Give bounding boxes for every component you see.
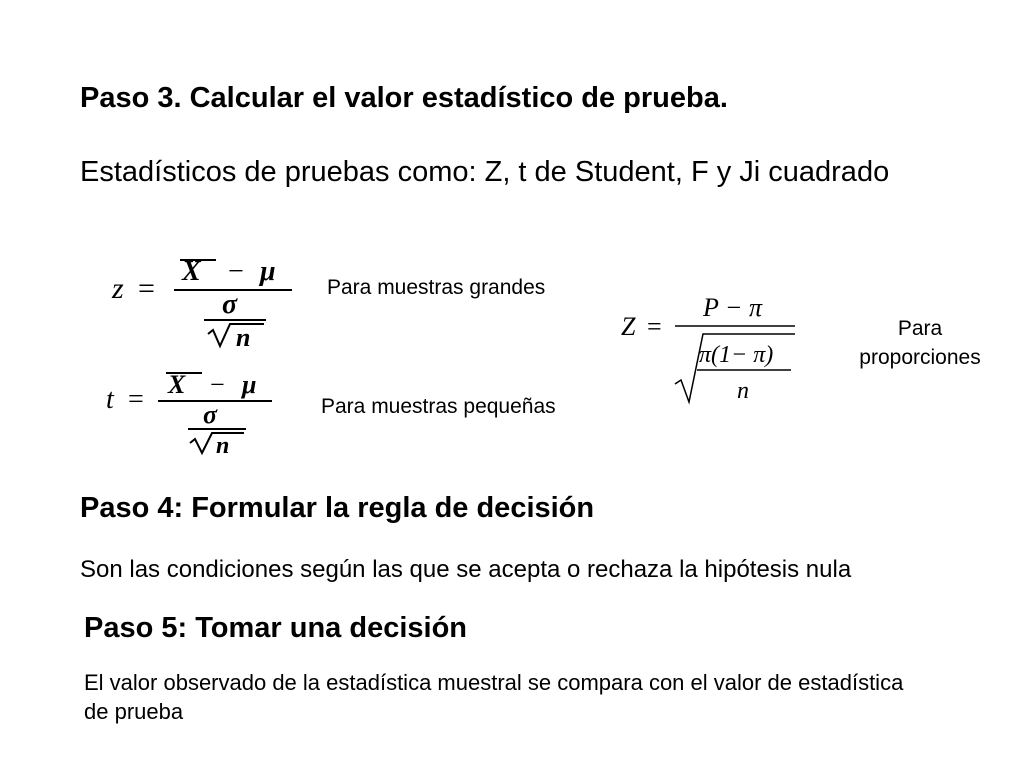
- inner-denominator-n: n: [737, 378, 749, 404]
- mu-symbol: μ: [260, 256, 276, 287]
- numerator-p-minus-pi: P − π: [703, 293, 762, 322]
- z-formula-proportions: [615, 290, 805, 410]
- z-formula-large-samples: [100, 250, 300, 355]
- t-formula-small-samples: [100, 365, 300, 460]
- z-symbol: Z: [621, 312, 636, 341]
- inner-numerator: π(1− π): [699, 342, 774, 368]
- label-small-samples: Para muestras pequeñas: [321, 395, 556, 418]
- n-symbol: n: [216, 433, 230, 459]
- label-large-samples: Para muestras grandes: [327, 276, 546, 299]
- xbar-symbol: X: [182, 256, 201, 287]
- equals-sign: =: [138, 272, 155, 305]
- equals-sign: =: [647, 312, 662, 341]
- n-symbol: n: [236, 323, 251, 352]
- step4-title: Paso 4: Formular la regla de decisión: [80, 492, 595, 524]
- step3-subtitle: Estadísticos de pruebas como: Z, t de Student, F y Ji cuadrado: [80, 156, 890, 188]
- label-proportions-line2: proporciones: [859, 346, 981, 369]
- step5-text: El valor observado de la estadística muestral se compara con el valor de estadística de prueba: [84, 670, 904, 724]
- step5-title: Paso 5: Tomar una decisión: [84, 612, 468, 644]
- z-symbol: z: [112, 272, 124, 305]
- step3-title: Paso 3. Calcular el valor estadístico de prueba.: [80, 82, 728, 114]
- t-symbol: t: [106, 384, 114, 415]
- label-proportions-line1: Para: [897, 317, 943, 340]
- minus-sign: −: [228, 256, 244, 287]
- sigma-symbol: σ: [222, 289, 238, 320]
- minus-sign: −: [210, 370, 225, 399]
- equals-sign: =: [128, 384, 144, 415]
- step4-text: Son las condiciones según las que se acepta o rechaza la hipótesis nula: [80, 556, 852, 583]
- mu-symbol: μ: [242, 370, 257, 399]
- label-proportions: [840, 314, 1000, 372]
- xbar-symbol: X: [168, 370, 186, 399]
- sigma-symbol: σ: [203, 400, 218, 429]
